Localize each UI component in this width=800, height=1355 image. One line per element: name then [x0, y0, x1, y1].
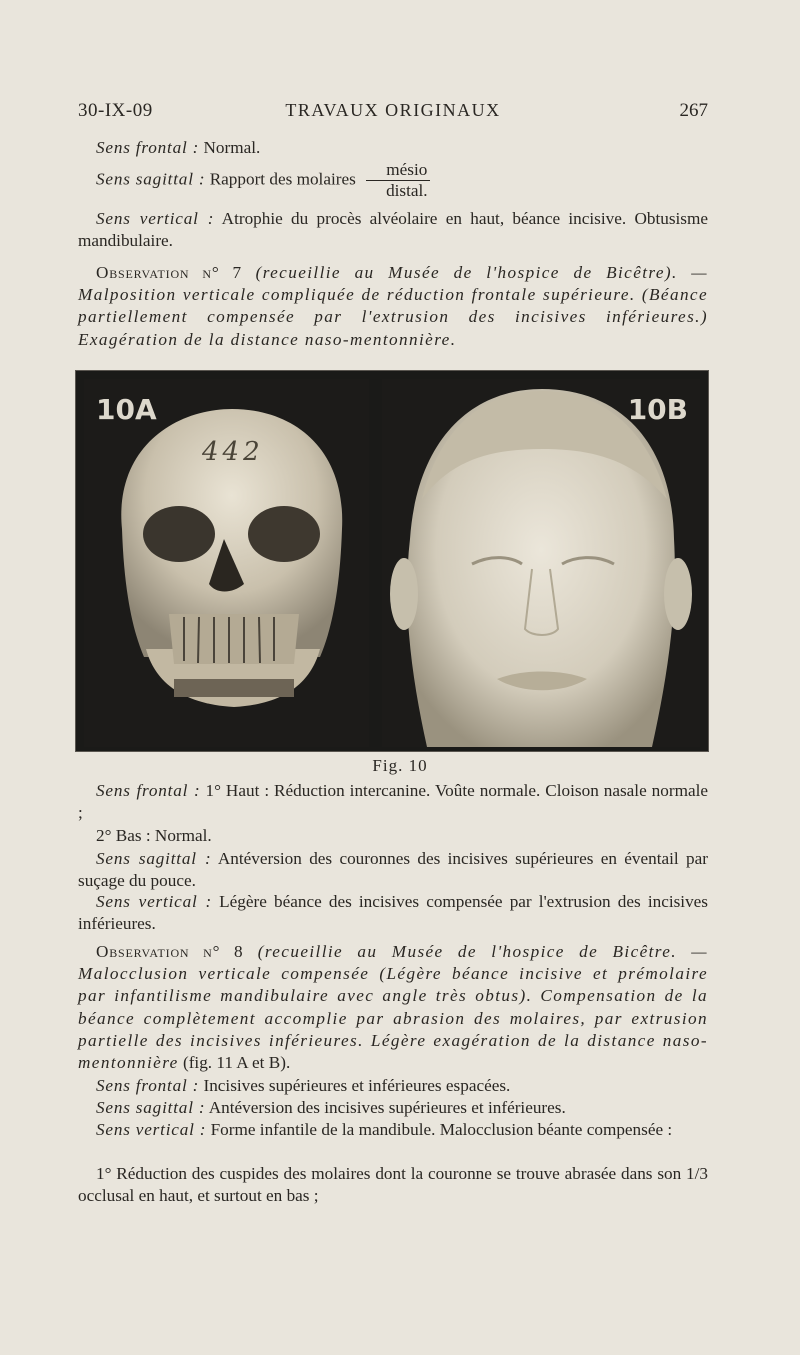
observation-text: (recueillie au Musée de l'hospice de Bicêtre. — Malocclusion verticale compensée (Légère béance incisive et prémolaire par infantilisme mandibulaire avec angle très obtus). Compensation de la béance complètement accomplie par abrasion des molaires, par extrusion partielle des incisives inférieures. Légère exagération de la distance naso-mentonnière	[78, 942, 708, 1073]
running-header	[78, 100, 708, 128]
head-cast-illustration	[382, 379, 700, 747]
paragraph-text: Atrophie du procès alvéolaire en haut, béance incisive. Obtusisme mandibulaire.	[78, 209, 708, 251]
paragraph-text: Forme infantile de la mandibule. Malocclusion béante compensée :	[206, 1120, 673, 1139]
term-label: Sens vertical :	[96, 1120, 207, 1139]
final-frontal-line	[78, 1075, 708, 1097]
figure-reference: (fig. 11 A et B).	[178, 1053, 291, 1073]
paragraph-text: Incisives supérieures et inférieures espacées.	[199, 1076, 511, 1095]
figure-10b-label: 10B	[627, 393, 688, 426]
fraction-denominator: distal.	[386, 181, 428, 200]
term-label: Sens vertical :	[96, 209, 215, 228]
paragraph-text: Normal.	[199, 138, 261, 157]
term-label: Sens frontal :	[96, 1076, 200, 1095]
header-title: TRAVAUX ORIGINAUX	[285, 100, 501, 120]
final-vertical-paragraph	[78, 1119, 708, 1141]
final-item-1: 1° Réduction des cuspides des molaires dont la couronne se trouve abrasée dans son 1/3 occlusal en haut, et surtout en bas ;	[78, 1164, 708, 1206]
fraction	[366, 160, 430, 201]
after-vertical-paragraph	[78, 891, 708, 935]
header-date: 30-IX-09	[78, 100, 153, 121]
term-label: Sens sagittal :	[96, 849, 212, 868]
paragraph-text: 1° Haut : Réduction intercanine. Voûte normale. Cloison nasale normale ;	[78, 781, 708, 823]
term-label: Sens frontal :	[96, 138, 200, 157]
paragraph-text: Antéversion des couronnes des incisives supérieures en éventail par suçage du pouce.	[78, 849, 708, 891]
fraction-numerator: mésio	[366, 160, 430, 181]
page-number: 267	[679, 100, 708, 121]
skull-number: 442	[202, 437, 264, 467]
figure-10-plate	[75, 370, 709, 752]
figure-10a-skull-photo	[84, 379, 369, 747]
term-label: Sens frontal :	[96, 781, 201, 800]
after-bas-line: 2° Bas : Normal.	[96, 826, 212, 845]
figure-10a-label: 10A	[96, 393, 157, 426]
top-sagittal-line	[78, 160, 708, 201]
after-sagittal-paragraph	[78, 848, 708, 892]
term-label: Sens sagittal :	[96, 169, 206, 189]
observation-heading: Observation n° 7	[96, 263, 242, 282]
observation-7-paragraph	[78, 262, 708, 351]
observation-text: (recueillie au Musée de l'hospice de Bicêtre). — Malposition verticale compliquée de réduction frontale supérieure. (Béance partiellement compensée par l'extrusion des incisives inférieures.) Exagération de la distance naso-mentonnière.	[78, 263, 708, 349]
skull-illustration	[84, 379, 369, 747]
observation-heading: Observation n° 8	[96, 942, 244, 961]
figure-caption: Fig. 10	[372, 756, 428, 775]
figure-10b-head-cast-photo	[382, 379, 700, 747]
paragraph-text: Rapport des molaires	[205, 169, 356, 189]
observation-8-paragraph	[78, 941, 708, 1074]
after-frontal-paragraph	[78, 780, 708, 824]
term-label: Sens vertical :	[96, 892, 213, 911]
top-vertical-paragraph	[78, 208, 708, 252]
top-frontal-line	[78, 137, 708, 159]
term-label: Sens sagittal :	[96, 1098, 206, 1117]
final-sagittal-line	[78, 1097, 708, 1119]
paragraph-text: Antéversion des incisives supérieures et inférieures.	[205, 1098, 566, 1117]
paragraph-text: Légère béance des incisives compensée par l'extrusion des incisives inférieures.	[78, 892, 708, 934]
